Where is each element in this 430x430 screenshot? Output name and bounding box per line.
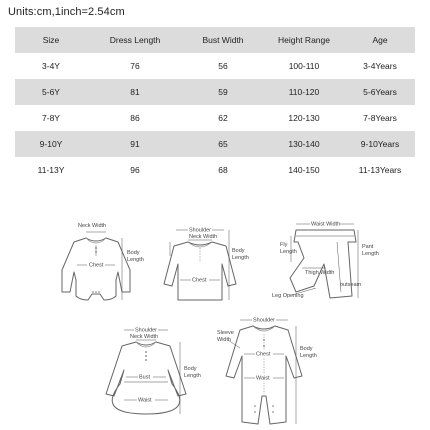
romper-chest-label: Chest [256, 351, 271, 358]
shirt-length-label: Length [232, 255, 249, 261]
cell-bust-width: 56 [218, 61, 228, 71]
header-size: Size [42, 35, 60, 45]
dress-button [145, 351, 147, 353]
table-row [15, 157, 415, 183]
romper-diagram [217, 316, 317, 424]
bodysuit-neck-width-label: Neck Width [78, 223, 107, 229]
dress-length-label: Length [184, 373, 201, 379]
romper-body-label: Body [300, 346, 313, 352]
cell-bust-width: 68 [218, 165, 228, 175]
cell-bust-width: 59 [218, 87, 228, 97]
dress-bust-label: Bust [139, 374, 151, 381]
pants-fly-length-label: Length [280, 249, 297, 255]
romper-snap [254, 411, 256, 413]
bodysuit-diagram [62, 223, 144, 300]
pants-pant-length-label: Length [362, 251, 379, 257]
cell-bust-width: 65 [218, 139, 228, 149]
cell-height-range: 140-150 [288, 165, 320, 175]
dress-waist-label: Waist [138, 397, 152, 404]
shirt-neck-width-label: Neck Width [189, 234, 218, 240]
pants-fly-label: Fly [280, 242, 288, 248]
bodysuit-button [95, 251, 97, 253]
cell-dress-length: 96 [130, 165, 140, 175]
pants-diagram [272, 220, 379, 299]
table-row [15, 79, 415, 105]
cell-size: 11-13Y [37, 165, 65, 175]
dress-button [145, 355, 147, 357]
header-height-range: Height Range [278, 35, 330, 45]
units-note: Units:cm,1inch=2.54cm [8, 6, 125, 18]
shirt-diagram [164, 226, 249, 300]
cell-size: 5-6Y [42, 87, 60, 97]
pants-outseam-label: outseam [340, 282, 362, 288]
cell-height-range: 100-110 [288, 61, 320, 71]
bodysuit-snap [92, 291, 94, 293]
cell-age: 9-10Years [360, 139, 400, 149]
dress-neck-width-label: Neck Width [130, 334, 159, 340]
garment-measurement-diagrams [0, 200, 430, 430]
romper-snap [272, 405, 274, 407]
bodysuit-length-label: Length [127, 257, 144, 263]
cell-height-range: 120-130 [288, 113, 320, 123]
table-row [15, 131, 415, 157]
romper-button [263, 339, 265, 341]
romper-button [263, 345, 265, 347]
cell-size: 7-8Y [42, 113, 60, 123]
pants-pant-label: Pant [362, 244, 374, 250]
romper-sleeve-label: Sleeve [217, 330, 234, 336]
bodysuit-chest-label: Chest [89, 262, 104, 269]
shirt-shoulder-label: Shoulder [189, 227, 212, 234]
cell-age: 7-8Years [363, 113, 397, 123]
romper-snap [272, 411, 274, 413]
header-dress-length: Dress Length [109, 35, 161, 45]
cell-age: 3-4Years [363, 61, 397, 71]
romper-sleeve-width-label: Width [217, 337, 232, 343]
cell-dress-length: 91 [130, 139, 140, 149]
bodysuit-body-label: Body [127, 250, 140, 256]
size-chart-table [15, 27, 415, 183]
cell-dress-length: 76 [130, 61, 140, 71]
shirt-chest-label: Chest [192, 277, 207, 284]
bodysuit-snap [98, 291, 100, 293]
romper-length-label: Length [300, 353, 317, 359]
romper-waist-label: Waist [256, 375, 270, 382]
dress-diagram [106, 326, 201, 414]
pants-waist-width-label: Waist Width [311, 221, 341, 228]
header-bust-width: Bust Width [202, 35, 244, 45]
cell-height-range: 130-140 [288, 139, 320, 149]
cell-size: 3-4Y [42, 61, 60, 71]
pants-leg-opening-label: Leg Opening [272, 293, 304, 299]
header-age: Age [372, 35, 388, 45]
shirt-body-label: Body [232, 248, 245, 254]
cell-age: 11-13Years [358, 165, 402, 175]
bodysuit-button [95, 247, 97, 249]
bodysuit-snap [95, 291, 97, 293]
cell-bust-width: 62 [218, 113, 228, 123]
cell-dress-length: 81 [130, 87, 140, 97]
shirt-outline [164, 242, 236, 300]
dress-body-label: Body [184, 366, 197, 372]
romper-shoulder-label: Shoulder [253, 317, 276, 324]
cell-size: 9-10Y [39, 139, 63, 149]
romper-snap [254, 405, 256, 407]
cell-height-range: 110-120 [288, 87, 320, 97]
table-header-row [15, 27, 415, 53]
table-row [15, 105, 415, 131]
dress-button [145, 359, 147, 361]
dress-shoulder-label: Shoulder [135, 327, 158, 334]
cell-dress-length: 86 [130, 113, 140, 123]
pants-thigh-width-label: Thigh Width [305, 270, 335, 276]
cell-age: 5-6Years [363, 87, 397, 97]
table-row [15, 53, 415, 79]
